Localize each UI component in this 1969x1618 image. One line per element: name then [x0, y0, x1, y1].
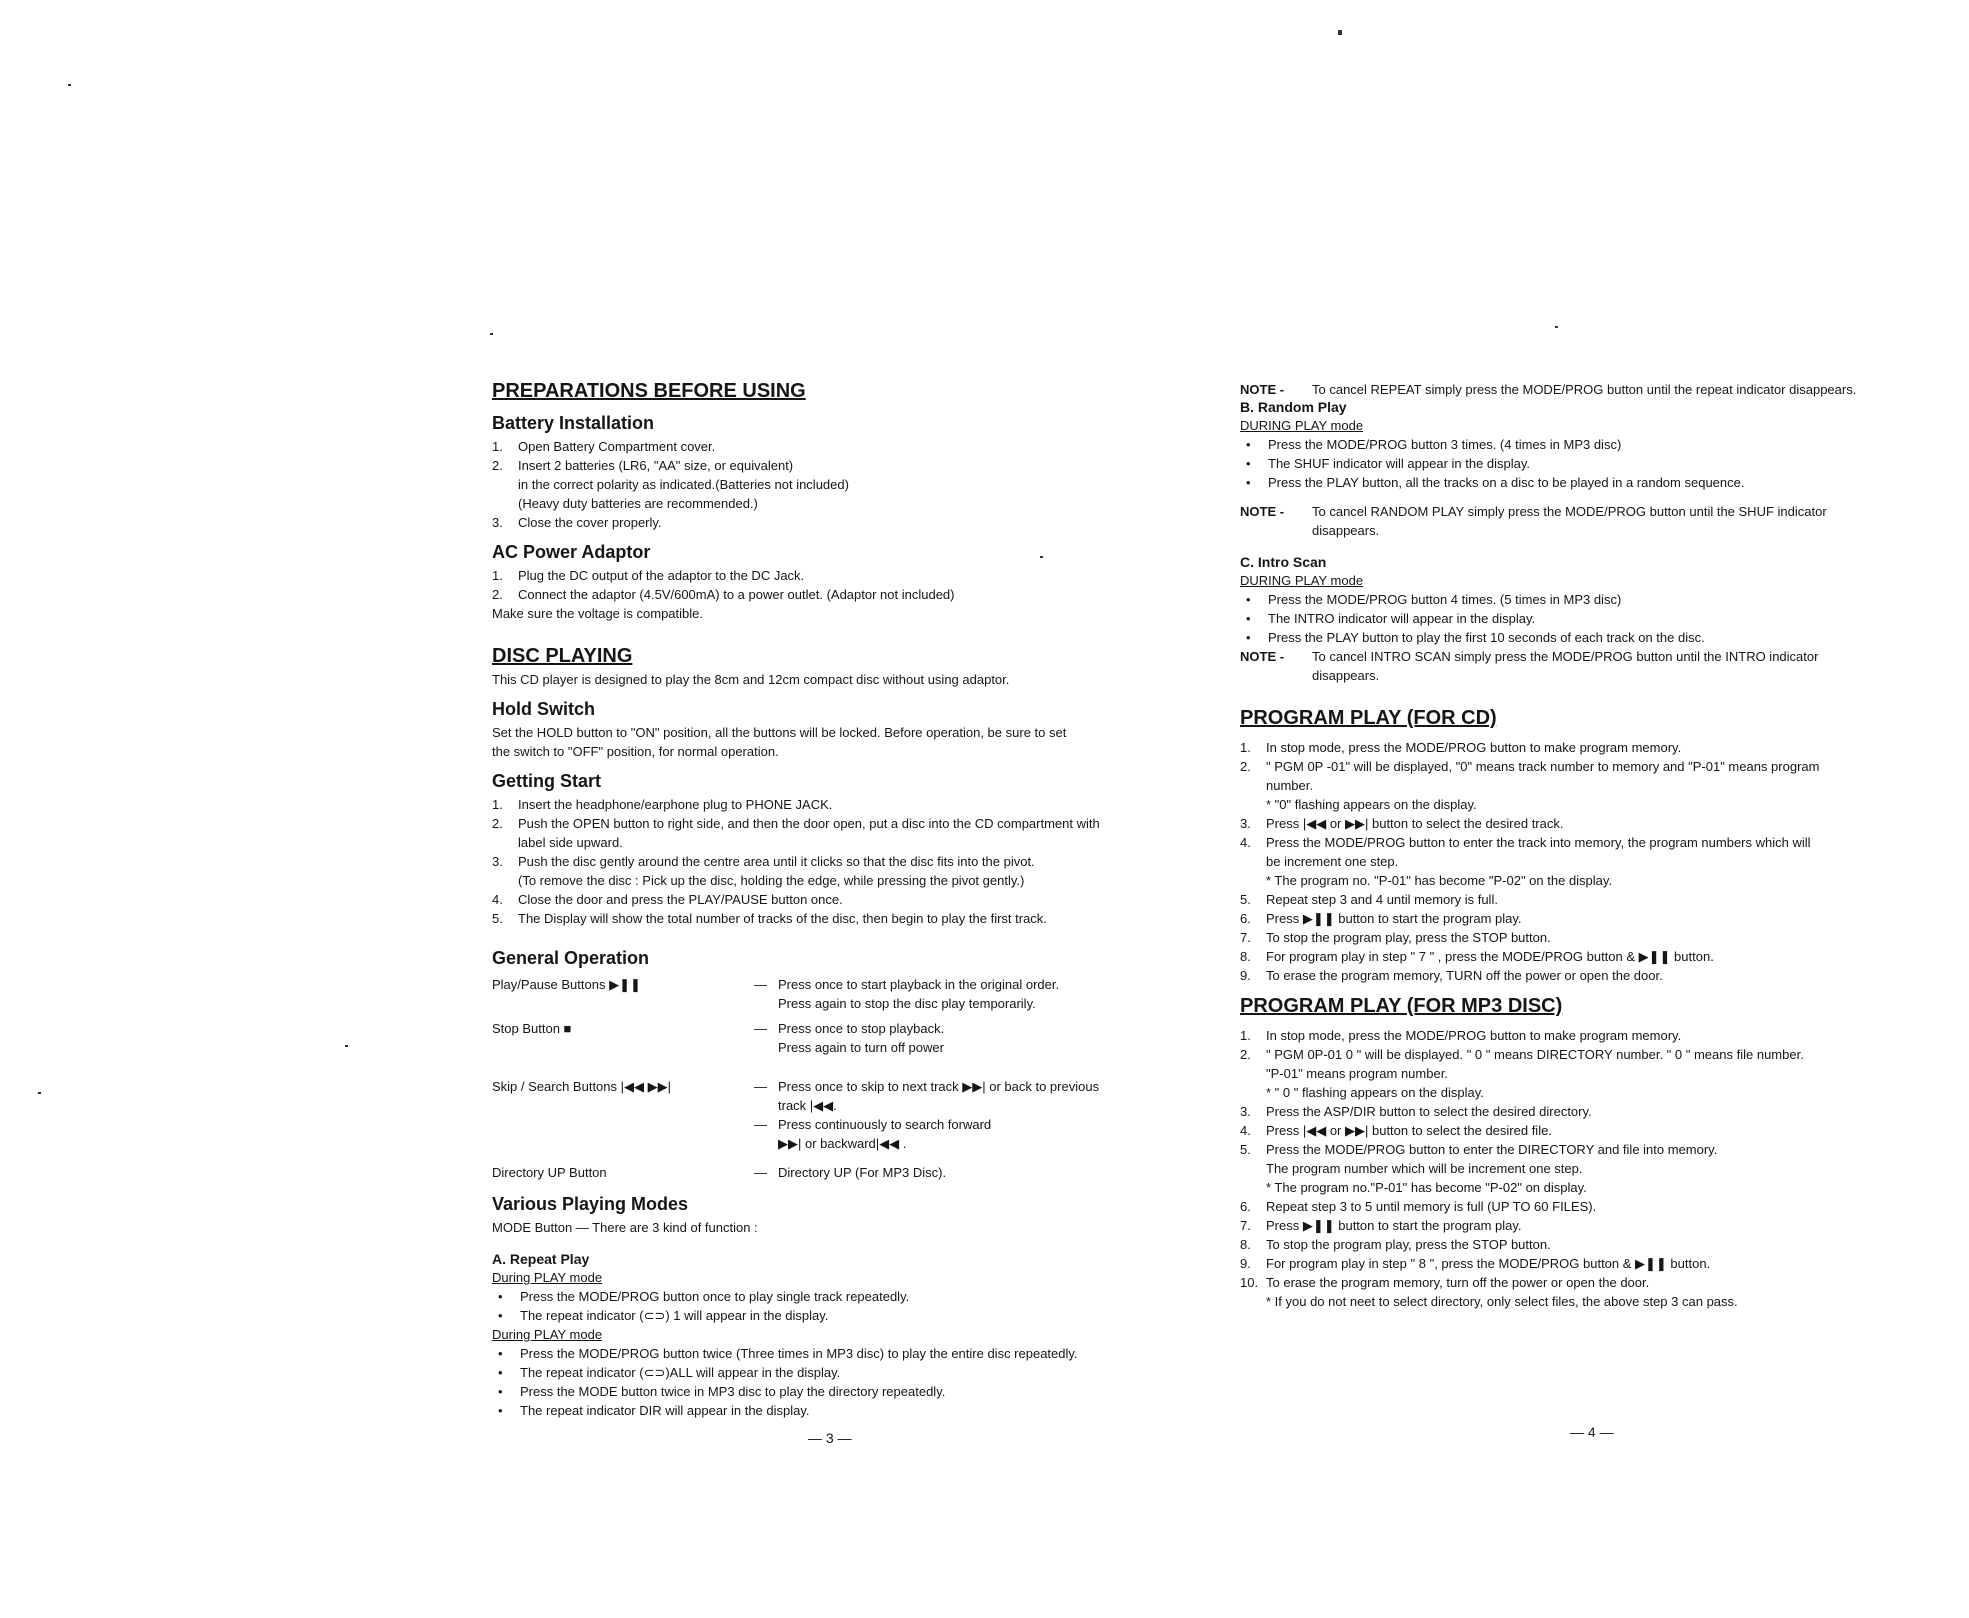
page-number-4: — 4 —: [1570, 1424, 1614, 1440]
list-item: * The program no. "P-01" has become "P-02" on the display.: [1266, 873, 1613, 888]
list-item: (Heavy duty batteries are recommended.): [518, 496, 758, 511]
list-item: 4. Press the MODE/PROG button to enter the track into memory, the program numbers which will: [1240, 835, 1811, 850]
list-item: • Press the MODE/PROG button 4 times. (5 times in MP3 disc): [1240, 590, 1940, 609]
list-item: 6. Repeat step 3 to 5 until memory is full (UP TO 60 FILES).: [1240, 1199, 1597, 1214]
list-item: 1. Plug the DC output of the adaptor to the DC Jack.: [492, 568, 805, 583]
list-item: 5. The Display will show the total number of tracks of the disc, then begin to play the first track.: [492, 911, 1047, 926]
list-item: • The repeat indicator (⊂⊃) 1 will appear in the display.: [492, 1306, 1212, 1325]
list-item: 2. Connect the adaptor (4.5V/600mA) to a power outlet. (Adaptor not included): [492, 587, 955, 602]
prog-mp3-title: PROGRAM PLAY (FOR MP3 DISC): [1240, 995, 1563, 1017]
list-item: 3. Push the disc gently around the centre area until it clicks so that the disc fits into the pivot.: [492, 854, 1035, 869]
battery-title: Battery Installation: [492, 413, 655, 433]
list-item: 1. Open Battery Compartment cover.: [492, 439, 716, 454]
list-item: • Press the MODE/PROG button once to play single track repeatedly.: [492, 1287, 1212, 1306]
prog-cd-list: [1240, 738, 1940, 985]
scan-speck: [345, 1045, 348, 1047]
start-list: [492, 795, 1212, 928]
list-item: 10. To erase the program memory, turn off the power or open the door.: [1240, 1275, 1650, 1290]
random-note: NOTE - To cancel RANDOM PLAY simply press the MODE/PROG button until the SHUF indicator disappears.: [1240, 504, 1827, 538]
list-item: 8. To stop the program play, press the STOP button.: [1240, 1237, 1551, 1252]
disc-intro: This CD player is designed to play the 8cm and 12cm compact disc without using adaptor.: [492, 672, 1010, 687]
hold-line: the switch to "OFF" position, for normal operation.: [492, 744, 779, 759]
list-item: 7. Press ▶❚❚ button to start the program play.: [1240, 1218, 1522, 1233]
hold-line: Set the HOLD button to "ON" position, all the buttons will be locked. Before operation, be sure to set: [492, 725, 1067, 740]
random-title: B. Random Play: [1240, 399, 1347, 415]
list-item: 3. Press the ASP/DIR button to select the desired directory.: [1240, 1104, 1592, 1119]
list-item: * " 0 " flashing appears on the display.: [1266, 1085, 1484, 1100]
list-item: • The SHUF indicator will appear in the display.: [1240, 454, 1940, 473]
list-item: 1. Insert the headphone/earphone plug to PHONE JACK.: [492, 797, 833, 812]
scan-speck: [490, 333, 493, 335]
list-item: label side upward.: [518, 835, 623, 850]
list-item: • The repeat indicator (⊂⊃)ALL will appear in the display.: [492, 1363, 1212, 1382]
list-item: * "0" flashing appears on the display.: [1266, 797, 1477, 812]
repeat-title: A. Repeat Play: [492, 1251, 590, 1267]
page-number-3: — 3 —: [808, 1430, 852, 1446]
list-item: * If you do not neet to select directory, only select files, the above step 3 can pass.: [1266, 1294, 1738, 1309]
list-item: • The repeat indicator DIR will appear in the display.: [492, 1401, 1212, 1420]
op-row-dir: Directory UP Button — Directory UP (For MP3 Disc).: [492, 1163, 1212, 1182]
list-item: be increment one step.: [1266, 854, 1399, 869]
list-item: 3. Close the cover properly.: [492, 515, 662, 530]
page-4: [1240, 380, 1940, 1311]
list-item: 9. For program play in step " 8 ", press the MODE/PROG button & ▶❚❚ button.: [1240, 1256, 1711, 1271]
prog-mp3-list: [1240, 1026, 1940, 1311]
mode-label: During PLAY mode: [492, 1270, 603, 1285]
scan-speck: [1555, 326, 1558, 328]
list-item: 8. For program play in step " 7 " , press the MODE/PROG button & ▶❚❚ button.: [1240, 949, 1714, 964]
list-item: 9. To erase the program memory, TURN off the power or open the door.: [1240, 968, 1663, 983]
list-item: "P-01" means program number.: [1266, 1066, 1448, 1081]
list-item: (To remove the disc : Pick up the disc, holding the edge, while pressing the pivot gently.): [518, 873, 1025, 888]
scan-speck: [38, 1092, 41, 1094]
list-item: • Press the MODE button twice in MP3 disc to play the directory repeatedly.: [492, 1382, 1212, 1401]
ac-tail: Make sure the voltage is compatible.: [492, 606, 703, 621]
list-item: 2. Insert 2 batteries (LR6, "AA" size, or equivalent): [492, 458, 794, 473]
intro-note: NOTE - To cancel INTRO SCAN simply press the MODE/PROG button until the INTRO indicator disappears.: [1240, 649, 1819, 683]
mode-label: DURING PLAY mode: [1240, 418, 1364, 433]
list-item: 2. " PGM 0P-01 0 " will be displayed. " 0 " means DIRECTORY number. " 0 " means file number.: [1240, 1047, 1804, 1062]
list-item: 1. In stop mode, press the MODE/PROG button to make program memory.: [1240, 1028, 1682, 1043]
repeat-note: NOTE - To cancel REPEAT simply press the MODE/PROG button until the repeat indicator disappears.: [1240, 382, 1857, 397]
list-item: • Press the MODE/PROG button twice (Three times in MP3 disc) to play the entire disc repeatedly.: [492, 1344, 1212, 1363]
ac-title: AC Power Adaptor: [492, 542, 651, 562]
battery-list: [492, 437, 1212, 532]
op-row-play: Play/Pause Buttons ▶❚❚ — Press once to start playback in the original order. Press again to stop the disc play temporarily.: [492, 975, 1212, 1013]
list-item: 6. Press ▶❚❚ button to start the program play.: [1240, 911, 1522, 926]
op-row-stop: Stop Button ■ — Press once to stop playback. Press again to turn off power: [492, 1019, 1212, 1057]
prep-title: PREPARATIONS BEFORE USING: [492, 380, 806, 402]
list-item: 1. In stop mode, press the MODE/PROG button to make program memory.: [1240, 740, 1682, 755]
intro-title: C. Intro Scan: [1240, 554, 1327, 570]
scan-speck: [1338, 30, 1342, 35]
modes-title: Various Playing Modes: [492, 1194, 689, 1214]
mode-label: DURING PLAY mode: [1240, 573, 1364, 588]
general-title: General Operation: [492, 948, 650, 968]
ac-list: [492, 566, 1212, 623]
list-item: 4. Close the door and press the PLAY/PAUSE button once.: [492, 892, 843, 907]
list-item: 5. Repeat step 3 and 4 until memory is full.: [1240, 892, 1498, 907]
prog-cd-title: PROGRAM PLAY (FOR CD): [1240, 707, 1497, 729]
page-3: [492, 380, 1212, 1420]
list-item: 4. Press |◀◀ or ▶▶| button to select the desired file.: [1240, 1123, 1552, 1138]
scan-speck: [68, 84, 71, 86]
list-item: 2. " PGM 0P -01" will be displayed, "0" means track number to memory and "P-01" means program: [1240, 759, 1820, 774]
list-item: • Press the PLAY button, all the tracks on a disc to be played in a random sequence.: [1240, 473, 1940, 492]
list-item: The program number which will be increment one step.: [1266, 1161, 1583, 1176]
list-item: in the correct polarity as indicated.(Batteries not included): [518, 477, 849, 492]
list-item: • Press the MODE/PROG button 3 times. (4 times in MP3 disc): [1240, 435, 1940, 454]
list-item: • The INTRO indicator will appear in the display.: [1240, 609, 1940, 628]
list-item: 7. To stop the program play, press the STOP button.: [1240, 930, 1551, 945]
op-row-skip: Skip / Search Buttons |◀◀ ▶▶| — Press once to skip to next track ▶▶| or back to previous track |◀◀. — Press continuously to search forward ▶▶| or backward|◀◀ .: [492, 1077, 1212, 1153]
list-item: 3. Press |◀◀ or ▶▶| button to select the desired track.: [1240, 816, 1564, 831]
start-title: Getting Start: [492, 771, 602, 791]
list-item: • Press the PLAY button to play the first 10 seconds of each track on the disc.: [1240, 628, 1940, 647]
disc-title: DISC PLAYING: [492, 645, 633, 667]
mode-label: During PLAY mode: [492, 1327, 603, 1342]
list-item: 5. Press the MODE/PROG button to enter the DIRECTORY and file into memory.: [1240, 1142, 1718, 1157]
modes-intro: MODE Button — There are 3 kind of function :: [492, 1220, 758, 1235]
list-item: * The program no."P-01" has become "P-02" on display.: [1266, 1180, 1587, 1195]
list-item: number.: [1266, 778, 1313, 793]
list-item: 2. Push the OPEN button to right side, and then the door open, put a disc into the CD compartment with: [492, 816, 1100, 831]
hold-title: Hold Switch: [492, 699, 595, 719]
